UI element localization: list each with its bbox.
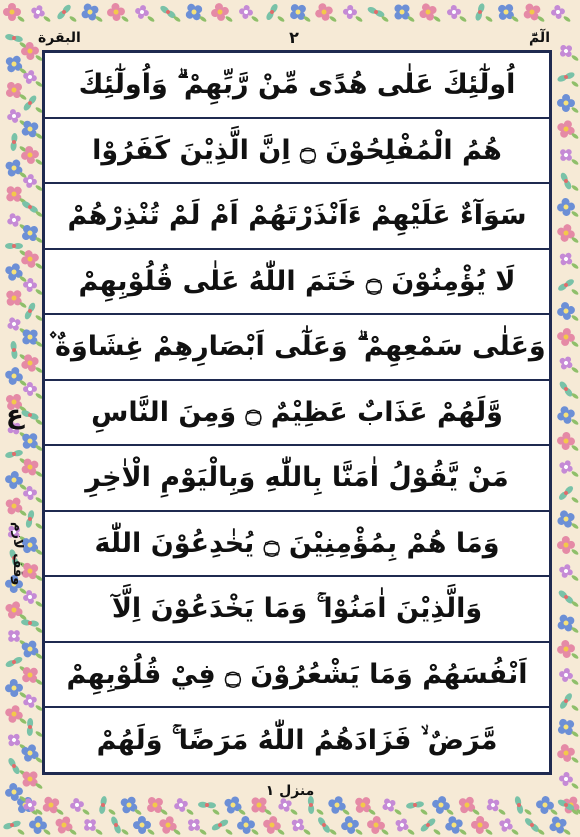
- text-line: [45, 250, 549, 316]
- juz-name: الٓمّٓ: [528, 30, 550, 46]
- line-text-11: مَّرَضٌ ۙ فَزَادَهُمُ اللّٰهُ مَرَضًا ۚ وَلَهُمْ: [96, 725, 498, 757]
- text-line: [45, 512, 549, 578]
- text-line: [45, 577, 549, 643]
- line-text-10: اَنْفُسَهُمْ وَمَا يَشْعُرُوْنَ ۝ فِيْ قُلُوْبِهِمْ: [66, 658, 528, 690]
- line-text-4: لَا يُؤْمِنُوْنَ ۝ خَتَمَ اللّٰهُ عَلٰى قُلُوْبِهِمْ: [78, 265, 516, 297]
- surah-name: البقرة: [38, 30, 81, 46]
- text-line: [45, 381, 549, 447]
- line-text-7: مَنْ يَّقُوْلُ اٰمَنَّا بِاللّٰهِ وَبِالْيَوْمِ الْاٰخِرِ: [85, 462, 509, 494]
- text-line: [45, 315, 549, 381]
- line-text-5: وَعَلٰى سَمْعِهِمْ ۗ وَعَلٰٓى اَبْصَارِهِمْ غِشَاوَةٌ ۫: [48, 331, 546, 363]
- text-line: [45, 53, 549, 119]
- page-header: [38, 28, 550, 50]
- text-line: [45, 446, 549, 512]
- manzil-footer: منزل ۱: [265, 783, 315, 799]
- waqf-lazim-marker: وقف لازم: [10, 522, 25, 586]
- quran-text-frame: [42, 50, 552, 775]
- text-line: [45, 708, 549, 774]
- text-line: [45, 119, 549, 185]
- ruku-marker: ع: [6, 400, 24, 430]
- line-text-6: وَّلَهُمْ عَذَابٌ عَظِيْمٌ ۝ وَمِنَ النَّاسِ: [91, 396, 503, 428]
- text-line: [45, 184, 549, 250]
- line-text-3: سَوَآءٌ عَلَيْهِمْ ءَاَنْذَرْتَهُمْ اَمْ لَمْ تُنْذِرْهُمْ: [67, 200, 527, 232]
- line-text-8: وَمَا هُمْ بِمُؤْمِنِيْنَ ۝ يُخٰدِعُوْنَ اللّٰهَ: [94, 527, 500, 559]
- line-text-2: هُمُ الْمُفْلِحُوْنَ ۝ اِنَّ الَّذِيْنَ كَفَرُوْا: [92, 134, 502, 166]
- line-text-9: وَالَّذِيْنَ اٰمَنُوْا ۚ وَمَا يَخْدَعُوْنَ اِلَّآ: [111, 593, 483, 625]
- line-text-1: اُولٰٓئِكَ عَلٰى هُدًى مِّنْ رَّبِّهِمْ ۗ وَاُولٰٓئِكَ: [78, 69, 516, 101]
- page-number: ۲: [289, 28, 299, 47]
- text-line: [45, 643, 549, 709]
